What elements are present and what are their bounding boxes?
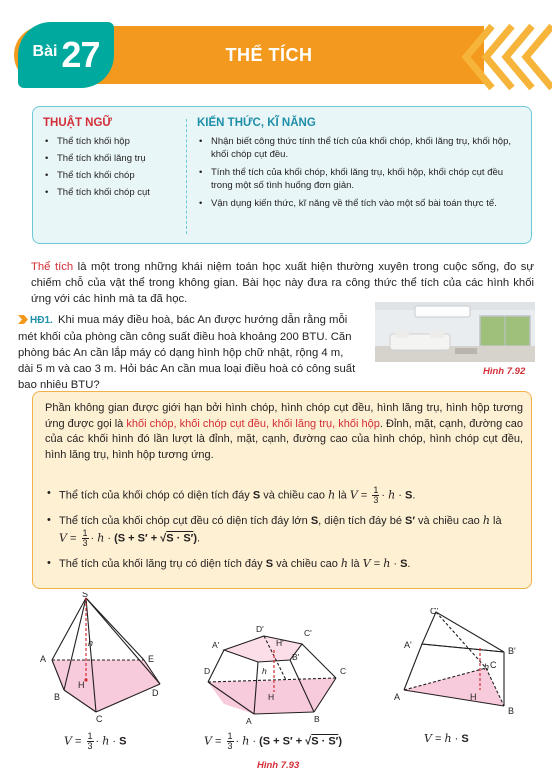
- knowledge-box: [32, 391, 532, 589]
- frustum-formula: V = $\frac{1}{3}$ · h · (S + S′ + √S · S′): [204, 731, 342, 751]
- skills-list: [197, 135, 527, 210]
- item-text: và chiều cao: [414, 515, 483, 527]
- activity-tag: HĐ1.: [30, 315, 53, 326]
- arrow-icon: [18, 315, 28, 324]
- svg-text:h: h: [484, 662, 490, 672]
- fraction-one-third: $\frac{1}{3}$: [373, 485, 379, 505]
- svg-text:A: A: [246, 716, 252, 726]
- frustum-figure: [204, 622, 364, 732]
- figure-caption-793: Hình 7.93: [257, 760, 300, 771]
- item-text: là: [335, 489, 350, 502]
- svg-text:H: H: [268, 692, 275, 702]
- svg-text:B: B: [54, 692, 61, 702]
- svg-text:B: B: [314, 714, 320, 724]
- list-item: • Vận dụng kiến thức, kĩ năng về thể tích vào một số bài toán thực tế.: [197, 197, 527, 210]
- svg-text:A: A: [40, 654, 47, 664]
- svg-text:E: E: [148, 654, 155, 664]
- item-text: là: [489, 515, 502, 527]
- item-text: là: [348, 558, 363, 570]
- skills-section: [197, 117, 527, 215]
- figures-793: [24, 592, 536, 772]
- svg-text:D: D: [152, 688, 159, 698]
- svg-text:B': B': [508, 646, 516, 656]
- list-item: • Thể tích khối chóp cụt: [43, 186, 188, 199]
- lesson-number: 27: [61, 34, 100, 75]
- svg-text:A': A': [404, 640, 412, 650]
- svg-text:H: H: [470, 692, 477, 702]
- prism-formula: V = h · S: [424, 732, 469, 745]
- svg-text:B': B': [292, 652, 300, 662]
- pyramid-figure: [24, 592, 174, 732]
- item-text: Thể tích của khối lăng trụ có diện tích đáy: [59, 558, 266, 570]
- terms-list: [43, 135, 188, 199]
- svg-text:A: A: [394, 692, 401, 702]
- svg-text:S: S: [82, 592, 89, 599]
- list-item: • Tính thể tích của khối chóp, khối lăng trụ, khối hộp, khối chóp cụt đều trong một số tình huống đơn giản.: [197, 166, 527, 192]
- item-text: và chiều cao: [260, 489, 329, 502]
- living-room-photo: [375, 302, 535, 362]
- svg-text:h: h: [88, 638, 94, 648]
- intro-highlight: Thể tích: [31, 261, 74, 273]
- svg-text:A': A': [212, 640, 220, 650]
- item-text: và chiều cao: [273, 558, 341, 570]
- terms-section: [43, 117, 188, 203]
- skills-heading: KIẾN THỨC, KĨ NĂNG: [197, 117, 316, 129]
- figure-caption-792: Hình 7.92: [483, 366, 526, 377]
- item-text: Thể tích của khối chóp có diện tích đáy: [59, 489, 253, 502]
- list-item: • Thể tích khối lăng trụ: [43, 152, 188, 165]
- svg-text:C: C: [96, 714, 103, 724]
- knowledge-text: [45, 401, 523, 463]
- list-item: • Thể tích của khối lăng trụ có diện tích đáy S và chiều cao h là V = h · S.: [45, 556, 523, 572]
- list-item: • Thể tích khối hộp: [43, 135, 188, 148]
- svg-text:h: h: [262, 666, 267, 676]
- lesson-title: THỂ TÍCH: [225, 44, 313, 65]
- list-item: • Thể tích của khối chóp cụt đều có diện tích đáy lớn S, diện tích đáy bé S′ và chiều cao h là V = $\frac{1}{3}$ · h · (S + S′ + √S · S′).: [45, 513, 523, 548]
- knowledge-text-part: Phần không gian được giới hạn bởi hình chóp, hình chóp cụt đều, hình lăng trụ, hình hộp tương ứng được gọi là: [45, 402, 523, 430]
- svg-text:H': H': [276, 638, 284, 648]
- lesson-header: [14, 22, 546, 92]
- knowledge-text-part: . Đỉnh, mặt, cạnh, đường cao của các khối hình đó lần lượt là đỉnh, mặt, cạnh, đường cao của hình chóp, hình chóp cụt đều, hình lăng trụ, hình hộp tương ứng.: [45, 417, 524, 461]
- activity-hd1: [18, 312, 358, 393]
- lesson-badge: [18, 22, 114, 88]
- svg-text:D': D': [256, 624, 264, 634]
- svg-text:D: D: [204, 666, 211, 676]
- svg-text:B: B: [508, 706, 515, 716]
- intro-paragraph: [31, 259, 534, 307]
- svg-text:C: C: [340, 666, 347, 676]
- divider: [186, 119, 187, 234]
- svg-text:H: H: [78, 680, 85, 690]
- svg-text:C: C: [490, 660, 497, 670]
- terminology-box: [32, 106, 532, 244]
- prism-figure: [394, 608, 534, 728]
- intro-text: là một trong những khái niệm toán học xuất hiện thường xuyên trong cuộc sống, đo sự chiếm chỗ của vật thể trong không gian. Bài học này đưa ra công thức thể tích của các hình khối ứng với các hình mà ta đã học.: [31, 261, 534, 305]
- knowledge-highlight: khối chóp, khối chóp cụt đều, khối lăng trụ, khối hộp: [126, 417, 380, 430]
- fraction-one-third: $\frac{1}{3}$: [82, 528, 88, 548]
- item-text: Thể tích của khối chóp cụt đều có diện tích đáy lớn: [59, 515, 311, 527]
- formula-list: [45, 486, 523, 580]
- list-item: • Thể tích của khối chóp có diện tích đáy S và chiều cao h là V = $\frac{1}{3}$ · h · S.: [45, 486, 523, 505]
- lesson-word: Bài: [32, 43, 58, 60]
- pyramid-formula: V = $\frac{1}{3}$ · h · S: [64, 731, 127, 751]
- svg-text:C': C': [430, 608, 439, 616]
- list-item: • Nhận biết công thức tính thể tích của khối chóp, khối lăng trụ, khối hộp, khối chóp cụt đều.: [197, 135, 527, 161]
- item-text: , diện tích đáy bé: [318, 515, 405, 527]
- terms-heading: THUẬT NGỮ: [43, 117, 112, 129]
- activity-text: Khi mua máy điều hoà, bác An được hướng dẫn rằng mỗi mét khối của phòng cần công suất điều hoà khoảng 200 BTU. Căn phòng bác An cần lắp máy có dạng hình hộp chữ nhật, rộng 4 m, dài 5 m và cao 3 m. Hỏi bác An cần mua loại điều hoà có công suất bao nhiêu BTU?: [18, 314, 356, 391]
- svg-text:C': C': [304, 628, 312, 638]
- chevron-decoration-icon: [462, 22, 552, 92]
- list-item: • Thể tích khối chóp: [43, 169, 188, 182]
